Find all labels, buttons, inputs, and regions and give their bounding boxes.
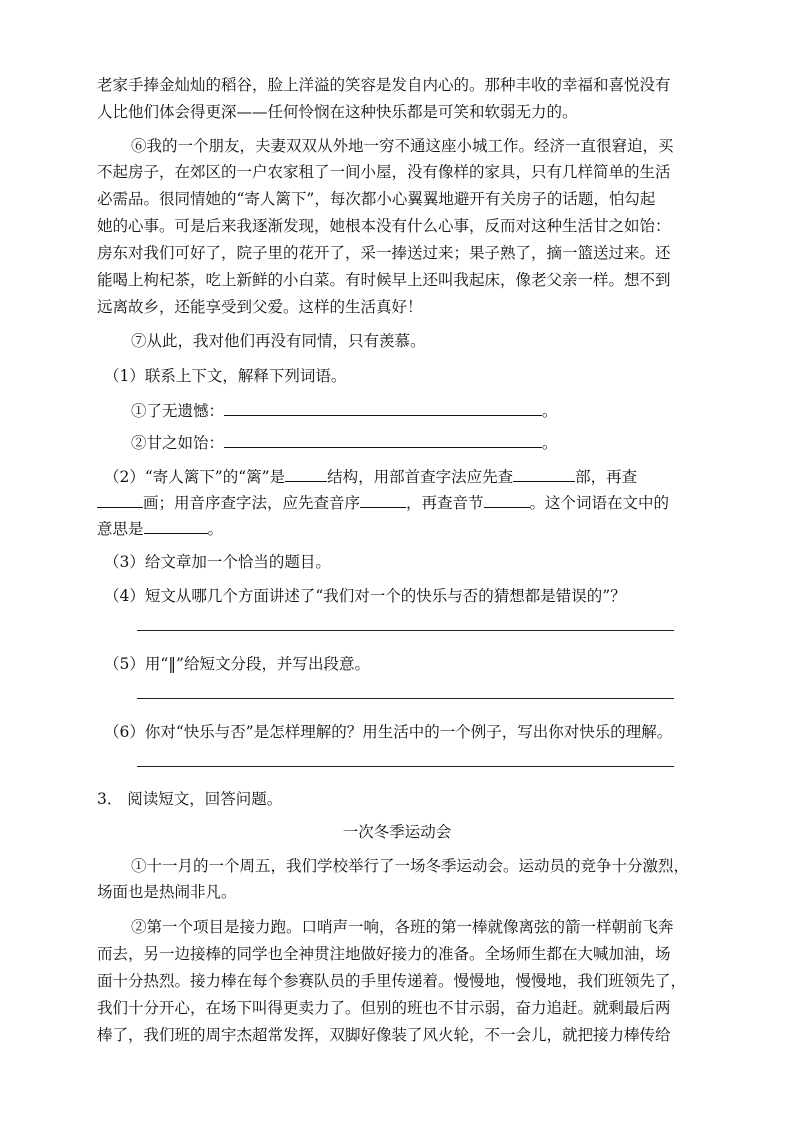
passage-line: 远离故乡，还能享受到父爱。这样的生活真好！ bbox=[97, 298, 423, 316]
question-1: （1）联系上下文，解释下列词语。 bbox=[104, 367, 347, 385]
section-3-heading: 3． 阅读短文，回答问题。 bbox=[97, 790, 283, 808]
passage-title: 一次冬季运动会 bbox=[342, 823, 452, 841]
answer-blank-radical[interactable] bbox=[513, 466, 575, 482]
question-2-text: （2）“寄人篱下”的“篱”是 bbox=[104, 468, 286, 486]
passage-line: 而去，另一边接棒的同学也全神贯注地做好接力的准备。全场师生都在大喊加油，场 bbox=[97, 945, 671, 963]
paragraph-7: ⑦从此，我对他们再没有同情，只有羡慕。 bbox=[131, 332, 426, 350]
question-3: （3）给文章加一个恰当的题目。 bbox=[104, 553, 331, 571]
question-1a bbox=[131, 400, 731, 420]
passage-line: 她的心事。可是后来我逐渐发现，她根本没有什么心事，反而对这种生活甘之如饴： bbox=[97, 217, 671, 235]
passage-line: 面十分热烈。接力棒在每个参赛队员的手里传递着。慢慢地，慢慢地，我们班领先了， bbox=[97, 972, 687, 990]
punctuation: 。 bbox=[207, 520, 224, 538]
question-2-text: 画；用音序查字法，应先查音序 bbox=[143, 494, 361, 512]
answer-line-4[interactable] bbox=[137, 630, 674, 631]
passage-line: 人比他们体会得更深——任何怜悯在这种快乐都是可笑和软弱无力的。 bbox=[97, 103, 578, 121]
passage-line: 必需品。很同情她的“寄人篱下”，每次都小心翼翼地避开有关房子的话题，怕勾起 bbox=[97, 190, 656, 208]
answer-blank-structure[interactable] bbox=[285, 466, 327, 482]
question-2-text: 。这个词语在文中的 bbox=[529, 494, 670, 512]
answer-line-6[interactable] bbox=[137, 766, 674, 767]
answer-blank-strokes[interactable] bbox=[97, 492, 143, 508]
answer-blank-meaning[interactable] bbox=[144, 518, 208, 534]
passage-line: 我们十分开心，在场下叫得更卖力了。但别的班也不甘示弱，奋力追赶。就剩最后两 bbox=[97, 999, 671, 1017]
question-2-line-3 bbox=[97, 518, 697, 538]
question-2-text: ，再查音节 bbox=[406, 494, 484, 512]
question-1b-label: ②甘之如饴： bbox=[131, 434, 225, 452]
question-1a-label: ①了无遗憾： bbox=[131, 402, 225, 420]
passage-line: 不起房子，在郊区的一户农家租了一间小屋，没有像样的家具，只有几样简单的生活 bbox=[97, 163, 671, 181]
passage-line: 房东对我们可好了，院子里的花开了，采一捧送过来；果子熟了，摘一篮送过来。还 bbox=[97, 244, 671, 262]
question-1b bbox=[131, 432, 731, 452]
punctuation: 。 bbox=[542, 434, 558, 452]
question-6: （6）你对“快乐与否”是怎样理解的？用生活中的一个例子，写出你对快乐的理解。 bbox=[104, 723, 673, 741]
question-2-text: 结构，用部首查字法应先查 bbox=[327, 468, 514, 486]
answer-line-5[interactable] bbox=[137, 698, 674, 699]
paragraph-2-start: ②第一个项目是接力跑。口哨声一响，各班的第一棒就像离弦的箭一样朝前飞奔 bbox=[131, 918, 674, 936]
answer-blank-phonetic-letter[interactable] bbox=[360, 492, 406, 508]
question-2-line-2 bbox=[97, 492, 697, 512]
passage-line: 场面也是热闹非凡。 bbox=[97, 883, 237, 901]
paragraph-1-start: ①十一月的一个周五，我们学校举行了一场冬季运动会。运动员的竞争十分激烈， bbox=[131, 857, 690, 875]
answer-blank-1b[interactable] bbox=[224, 432, 542, 448]
question-5: （5）用“‖”给短文分段，并写出段意。 bbox=[104, 655, 370, 673]
passage-line: 能喝上枸杞茶，吃上新鲜的小白菜。有时候早上还叫我起床，像老父亲一样。想不到 bbox=[97, 271, 671, 289]
question-4: （4）短文从哪几个方面讲述了“我们对一个的快乐与否的猜想都是错误的”？ bbox=[104, 587, 626, 605]
answer-blank-1a[interactable] bbox=[224, 400, 542, 416]
paragraph-6-start: ⑥我的一个朋友，夫妻双双从外地一穷不通这座小城工作。经济一直很窘迫，买 bbox=[131, 137, 674, 155]
passage-line: 棒了，我们班的周宇杰超常发挥，双脚好像装了风火轮，不一会儿，就把接力棒传给 bbox=[97, 1026, 671, 1044]
question-2-text: 部，再查 bbox=[575, 468, 638, 486]
passage-line: 老家手捧金灿灿的稻谷，脸上洋溢的笑容是发自内心的。那种丰收的幸福和喜悦没有 bbox=[97, 76, 671, 94]
punctuation: 。 bbox=[542, 402, 558, 420]
question-2-line-1 bbox=[104, 466, 704, 486]
answer-blank-syllable[interactable] bbox=[484, 492, 530, 508]
question-2-text: 意思是 bbox=[97, 520, 144, 538]
